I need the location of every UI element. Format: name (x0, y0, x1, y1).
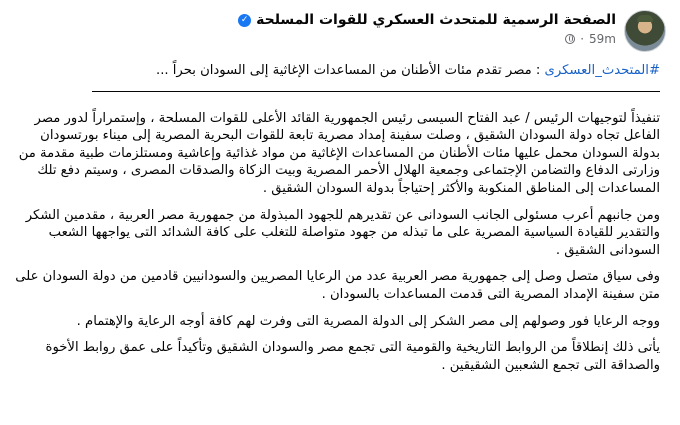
post-paragraph-2: ومن جانبهم أعرب مسئولى الجانب السودانى عن تقديرهم للجهود المبذولة من جمهورية مصر العربية ، مقدمين الشكر والتقدير للقيادة السياسية المصرية على ما تبذله من جهود متواصلة للتغلب على كافة الشدائد التى يواجهها الشعب السودانى الشقيق . (25, 207, 660, 258)
spacer (14, 330, 660, 339)
post-headline (14, 62, 660, 80)
post-paragraph-3: وفى سياق متصل وصل إلى جمهورية مصر العربية عدد من الرعايا المصريين والسودانيين قادمين من دولة السودان على متن سفينة الإمداد المصرية التى قدمت المساعدات بالسودان . (15, 269, 660, 302)
post-timestamp-row (238, 32, 616, 46)
separator-dot: · (580, 32, 585, 46)
spacer (14, 92, 660, 110)
globe-icon[interactable] (565, 34, 575, 44)
post-time-link[interactable]: 59m (589, 32, 616, 46)
post-header (238, 10, 666, 52)
name-row (238, 12, 616, 28)
spacer (14, 259, 660, 268)
separator-line (92, 82, 660, 92)
post-body (14, 62, 660, 374)
hashtag-link[interactable]: #المتحدث_العسكرى (544, 63, 660, 78)
verified-badge-icon: ✓ (238, 14, 251, 27)
spacer (14, 198, 660, 207)
post-paragraph-4: ووجه الرعايا فور وصولهم إلى مصر الشكر إلى الدولة المصرية التى وفرت لهم كافة أوجه الرعاية والإهتمام . (76, 313, 660, 329)
post-paragraph-1: تنفيذاً لتوجيهات الرئيس / عبد الفتاح السيسى رئيس الجمهورية القائد الأعلى للقوات المسلحة ، وإستمراراً لدور مصر الفاعل تجاه دولة السودان الشقيق ، وصلت سفينة إمداد مصرية تابعة للقوات البحرية المصرية إلى ميناء بورتسودان بدولة السودان محمل عليها مئات الأطنان من المساعدات الإغاثية من مواد غذائية وإعاشية ومستلزمات طبية مقدمة من وزارتى الدفاع والتضامن الإجتماعى وجمعية الهلال الأحمر المصرية وبيت الزكاة والصدقات المصرى ، وسيتم دفع تلك المساعدات إلى المناطق المنكوبة والأكثر إحتياجاً بدولة السودان الشقيق . (18, 110, 660, 196)
headline-text: : مصر تقدم مئات الأطنان من المساعدات الإغاثية إلى السودان بحراً ... (156, 63, 545, 78)
spacer (14, 304, 660, 313)
post-meta (238, 10, 616, 46)
page-name-link[interactable]: الصفحة الرسمية للمتحدث العسكري للقوات المسلحة (256, 12, 616, 28)
avatar-icon[interactable] (624, 10, 666, 52)
post-paragraph-5: يأتى ذلك إنطلاقاً من الروابط التاريخية والقومية التى تجمع مصر والسودان الشقيق وتأكيداً على عمق روابط الأخوة والصداقة التى تجمع الشعبين الشقيقين . (45, 340, 660, 373)
